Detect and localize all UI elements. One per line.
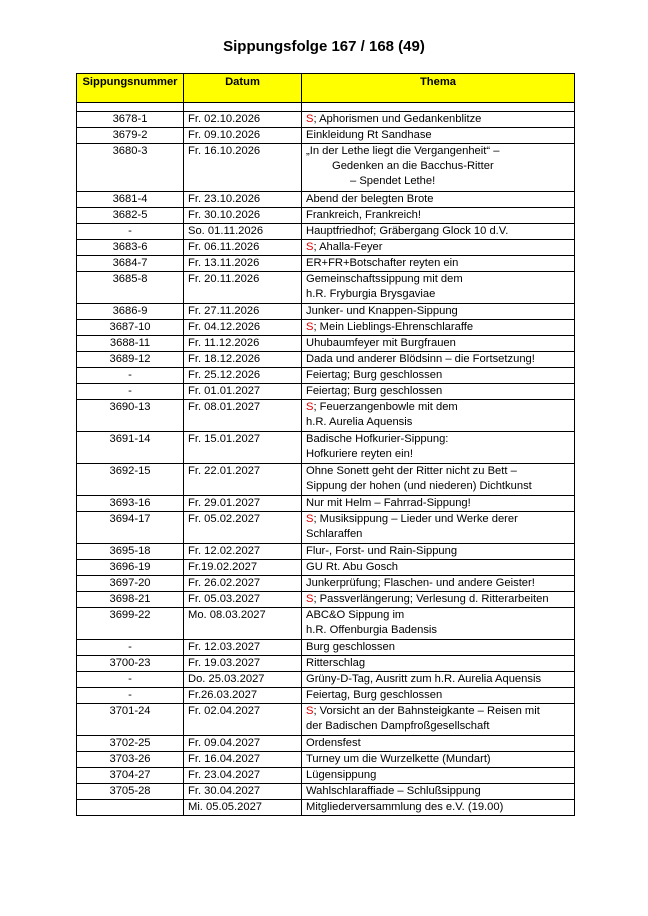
datum-cell: Fr. 11.12.2026 [184,336,302,352]
table-row [77,608,575,640]
thema-cell [302,784,575,800]
datum-cell: So. 01.11.2026 [184,224,302,240]
table-row [77,656,575,672]
thema-cell [302,192,575,208]
thema-cell [302,464,575,496]
sippungsnummer-cell: 3689-12 [77,352,184,368]
thema-cell [302,368,575,384]
thema-line [306,592,570,607]
thema-line: Dada und anderer Blödsinn – die Fortsetzung! [306,353,535,365]
thema-text: ; Aphorismen und Gedankenblitze [313,113,482,125]
sippungsnummer-cell: - [77,640,184,656]
table-row [77,768,575,784]
thema-line [306,240,570,255]
datum-cell: Fr. 18.12.2026 [184,352,302,368]
sippungsnummer-cell: 3679-2 [77,128,184,144]
sippungsnummer-cell: 3685-8 [77,272,184,304]
table-row [77,544,575,560]
thema-cell [302,208,575,224]
thema-line: „In der Lethe liegt die Vergangenheit“ – [306,145,500,157]
datum-cell: Fr. 16.04.2027 [184,752,302,768]
table-row [77,336,575,352]
special-marker: S [306,593,314,605]
thema-cell [302,768,575,784]
table-row [77,272,575,304]
header-thema: Thema [302,74,575,103]
datum-cell: Do. 25.03.2027 [184,672,302,688]
sippungsnummer-cell: 3699-22 [77,608,184,640]
thema-cell [302,304,575,320]
table-row [77,400,575,432]
thema-text: ; Feuerzangenbowle mit dem [313,401,458,413]
datum-cell: Fr. 12.02.2027 [184,544,302,560]
thema-cell [302,544,575,560]
thema-line: Feiertag; Burg geschlossen [306,369,443,381]
thema-line [306,704,570,719]
sippungsnummer-cell: 3704-27 [77,768,184,784]
thema-cell [302,608,575,640]
datum-cell: Fr.26.03.2027 [184,688,302,704]
thema-cell [302,496,575,512]
sippungsnummer-cell: 3683-6 [77,240,184,256]
thema-line: Feiertag; Burg geschlossen [306,385,443,397]
thema-cell [302,432,575,464]
thema-text: ; Musiksippung – Lieder und Werke derer [313,513,518,525]
thema-cell [302,384,575,400]
thema-cell [302,128,575,144]
sippungsnummer-cell: 3692-15 [77,464,184,496]
sippungsnummer-cell: 3702-25 [77,736,184,752]
thema-line: Hauptfriedhof; Gräbergang Glock 10 d.V. [306,225,509,237]
table-row [77,304,575,320]
thema-cell [302,400,575,432]
thema-cell [302,144,575,192]
table-row [77,224,575,240]
table-row [77,368,575,384]
thema-line: Ritterschlag [306,657,366,669]
sippungsnummer-cell: - [77,368,184,384]
sippungsnummer-cell: 3703-26 [77,752,184,768]
thema-cell [302,656,575,672]
table-row [77,640,575,656]
thema-line: h.R. Fryburgia Brysgaviae [306,288,436,300]
thema-cell [302,640,575,656]
datum-cell: Fr. 30.04.2027 [184,784,302,800]
thema-line: Wahlschlaraffiade – Schlußsippung [306,785,481,797]
sippungsnummer-cell: 3700-23 [77,656,184,672]
special-marker: S [306,321,314,333]
thema-line: – Spendet Lethe! [350,175,436,187]
table-row [77,752,575,768]
datum-cell: Fr. 23.10.2026 [184,192,302,208]
table-row [77,496,575,512]
thema-line [306,512,570,527]
table-row [77,432,575,464]
thema-cell [302,592,575,608]
table-row [77,240,575,256]
datum-cell: Fr. 30.10.2026 [184,208,302,224]
thema-cell [302,736,575,752]
sippungsnummer-cell: 3684-7 [77,256,184,272]
table-row [77,800,575,816]
sippungsnummer-cell: 3678-1 [77,112,184,128]
header-sippungsnummer: Sippungsnummer [77,74,184,103]
sippungsnummer-cell: 3680-3 [77,144,184,192]
spacer-row [77,103,575,112]
table-row [77,112,575,128]
datum-cell: Fr. 29.01.2027 [184,496,302,512]
datum-cell: Fr. 02.04.2027 [184,704,302,736]
table-row [77,352,575,368]
thema-line: Frankreich, Frankreich! [306,209,422,221]
sippungsnummer-cell: 3690-13 [77,400,184,432]
table-row [77,704,575,736]
special-marker: S [306,113,314,125]
datum-cell: Fr. 05.02.2027 [184,512,302,544]
datum-cell: Fr. 20.11.2026 [184,272,302,304]
datum-cell: Fr.19.02.2027 [184,560,302,576]
table-row [77,784,575,800]
sippungsnummer-cell: - [77,224,184,240]
special-marker: S [306,513,314,525]
sippungsnummer-cell: - [77,672,184,688]
thema-line: Mitgliederversammlung des e.V. (19.00) [306,801,504,813]
thema-cell [302,272,575,304]
table-row [77,688,575,704]
table-row [77,192,575,208]
thema-line: ABC&O Sippung im [306,609,405,621]
thema-line: h.R. Aurelia Aquensis [306,416,413,428]
thema-line [306,320,570,335]
thema-line: Gemeinschaftssippung mit dem [306,273,463,285]
thema-line: Hofkuriere reyten ein! [306,448,413,460]
datum-cell: Fr. 25.12.2026 [184,368,302,384]
datum-cell: Fr. 13.11.2026 [184,256,302,272]
table-row [77,512,575,544]
thema-line: der Badischen Dampfroßgesellschaft [306,720,490,732]
page-title: Sippungsfolge 167 / 168 (49) [223,38,425,55]
datum-cell: Fr. 27.11.2026 [184,304,302,320]
datum-cell: Mo. 08.03.2027 [184,608,302,640]
sippungsnummer-cell: - [77,384,184,400]
table-row [77,128,575,144]
sippungsnummer-cell: 3681-4 [77,192,184,208]
thema-cell [302,224,575,240]
table-row [77,736,575,752]
table-row [77,672,575,688]
sippungsnummer-cell: 3705-28 [77,784,184,800]
thema-line: ER+FR+Botschafter reyten ein [306,257,459,269]
thema-line: Turney um die Wurzelkette (Mundart) [306,753,491,765]
thema-line: Abend der belegten Brote [306,193,434,205]
sippungsnummer-cell: 3691-14 [77,432,184,464]
thema-cell [302,688,575,704]
thema-line [306,400,570,415]
thema-cell [302,576,575,592]
thema-line: Schlaraffen [306,528,363,540]
datum-cell: Fr. 15.01.2027 [184,432,302,464]
datum-cell: Fr. 02.10.2026 [184,112,302,128]
sippungsnummer-cell: 3695-18 [77,544,184,560]
thema-text: ; Passverlängerung; Verlesung d. Ritterarbeiten [313,593,549,605]
thema-line: h.R. Offenburgia Badensis [306,624,438,636]
table-row [77,208,575,224]
datum-cell: Fr. 01.01.2027 [184,384,302,400]
thema-cell [302,336,575,352]
sippungsnummer-cell: 3687-10 [77,320,184,336]
special-marker: S [306,401,314,413]
sippungsnummer-cell: 3694-17 [77,512,184,544]
schedule-table [76,73,575,816]
table-row [77,576,575,592]
thema-text: ; Mein Lieblings-Ehrenschlaraffe [313,321,474,333]
datum-cell: Fr. 26.02.2027 [184,576,302,592]
table-header-row [77,74,575,103]
special-marker: S [306,241,314,253]
thema-line: GU Rt. Abu Gosch [306,561,399,573]
sippungsnummer-cell: 3693-16 [77,496,184,512]
thema-line: Junkerprüfung; Flaschen- und andere Geister! [306,577,535,589]
thema-cell [302,704,575,736]
thema-cell [302,560,575,576]
sippungsnummer-cell: 3688-11 [77,336,184,352]
thema-cell [302,672,575,688]
datum-cell: Fr. 12.03.2027 [184,640,302,656]
table-row [77,384,575,400]
thema-cell [302,240,575,256]
sippungsnummer-cell: 3698-21 [77,592,184,608]
datum-cell: Fr. 04.12.2026 [184,320,302,336]
datum-cell: Mi. 05.05.2027 [184,800,302,816]
datum-cell: Fr. 19.03.2027 [184,656,302,672]
thema-line: Einkleidung Rt Sandhase [306,129,432,141]
thema-cell [302,352,575,368]
sippungsnummer-cell: 3701-24 [77,704,184,736]
header-datum: Datum [184,74,302,103]
thema-line: Burg geschlossen [306,641,395,653]
datum-cell: Fr. 22.01.2027 [184,464,302,496]
table-row [77,144,575,192]
thema-cell [302,256,575,272]
sippungsnummer-cell: 3686-9 [77,304,184,320]
thema-text: ; Vorsicht an der Bahnsteigkante – Reisen mit [313,705,540,717]
thema-line: Nur mit Helm – Fahrrad-Sippung! [306,497,471,509]
thema-line: Uhubaumfeyer mit Burgfrauen [306,337,456,349]
table-row [77,592,575,608]
thema-cell [302,752,575,768]
datum-cell: Fr. 06.11.2026 [184,240,302,256]
sippungsnummer-cell: 3682-5 [77,208,184,224]
thema-cell [302,112,575,128]
datum-cell: Fr. 05.03.2027 [184,592,302,608]
thema-line: Flur-, Forst- und Rain-Sippung [306,545,458,557]
thema-line: Ordensfest [306,737,361,749]
table-row [77,560,575,576]
sippungsnummer-cell: 3696-19 [77,560,184,576]
thema-line: Grüny-D-Tag, Ausritt zum h.R. Aurelia Aquensis [306,673,542,685]
sippungsnummer-cell [77,800,184,816]
thema-text: ; Ahalla-Feyer [313,241,383,253]
table-row [77,256,575,272]
datum-cell: Fr. 09.04.2027 [184,736,302,752]
thema-cell [302,800,575,816]
thema-line: Junker- und Knappen-Sippung [306,305,458,317]
table-row [77,464,575,496]
datum-cell: Fr. 08.01.2027 [184,400,302,432]
thema-line: Badische Hofkurier-Sippung: [306,433,449,445]
thema-cell [302,512,575,544]
special-marker: S [306,705,314,717]
thema-line: Feiertag, Burg geschlossen [306,689,443,701]
thema-line: Lügensippung [306,769,377,781]
thema-line: Ohne Sonett geht der Ritter nicht zu Bett – [306,465,517,477]
datum-cell: Fr. 09.10.2026 [184,128,302,144]
thema-line [306,112,570,127]
thema-line: Gedenken an die Bacchus-Ritter [332,160,494,172]
thema-cell [302,320,575,336]
sippungsnummer-cell: 3697-20 [77,576,184,592]
table-row [77,320,575,336]
datum-cell: Fr. 16.10.2026 [184,144,302,192]
thema-line: Sippung der hohen (und niederen) Dichtkunst [306,480,532,492]
sippungsnummer-cell: - [77,688,184,704]
datum-cell: Fr. 23.04.2027 [184,768,302,784]
